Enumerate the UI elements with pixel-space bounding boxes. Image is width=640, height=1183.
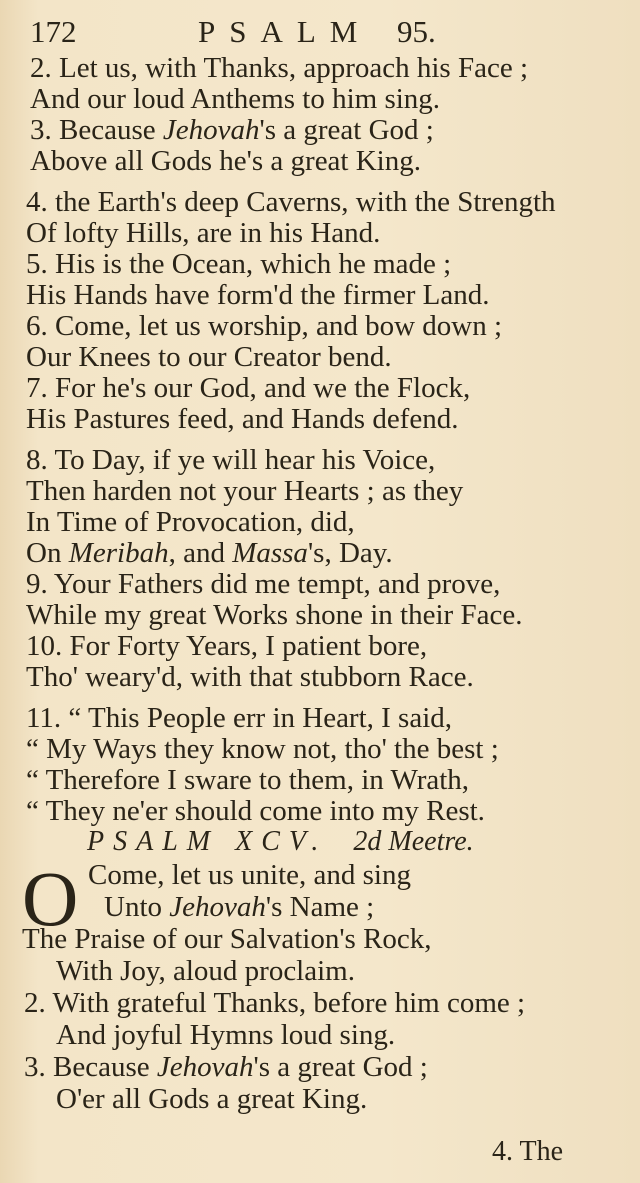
verse-line: O'er all Gods a great King. xyxy=(56,1083,368,1115)
psalm-number: 95. xyxy=(397,14,436,49)
verse-line: 2. Let us, with Thanks, approach his Face ; xyxy=(30,52,528,84)
page-header xyxy=(30,14,450,54)
meetre-label: 2d Meetre. xyxy=(353,826,474,857)
verse-line: And our loud Anthems to him sing. xyxy=(30,83,441,115)
verse-line: 9. Your Fathers did me tempt, and prove, xyxy=(26,568,501,600)
page-number: 172 xyxy=(30,14,77,49)
verse-line: “ Therefore I sware to them, in Wrath, xyxy=(26,764,470,796)
section-heading xyxy=(87,826,474,858)
catchword: 4. The xyxy=(492,1136,564,1167)
verse-line: And joyful Hymns loud sing. xyxy=(56,1019,396,1051)
section-title: PSALM XCV. xyxy=(87,826,328,857)
verse-line: His Hands have form'd the firmer Land. xyxy=(26,279,490,311)
verse-line: “ They ne'er should come into my Rest. xyxy=(26,795,485,827)
verse-line: 3. Because Jehovah's a great God ; xyxy=(24,1051,428,1083)
drop-cap: O xyxy=(22,855,79,942)
verse-line: In Time of Provocation, did, xyxy=(26,506,355,538)
verse-line: His Pastures feed, and Hands defend. xyxy=(26,403,459,435)
verse-line: Come, let us unite, and sing xyxy=(88,859,411,891)
verse-line: Our Knees to our Creator bend. xyxy=(26,341,392,373)
verse-line: 2. With grateful Thanks, before him come ; xyxy=(24,987,526,1019)
verse-line: Above all Gods he's a great King. xyxy=(30,145,421,177)
verse-line: Then harden not your Hearts ; as they xyxy=(26,475,464,507)
verse-line: 4. the Earth's deep Caverns, with the Strength xyxy=(26,186,556,218)
verse-line: The Praise of our Salvation's Rock, xyxy=(22,923,432,955)
running-title: PSALM xyxy=(198,14,372,49)
verse-line: 5. His is the Ocean, which he made ; xyxy=(26,248,452,280)
verse-line: 11. “ This People err in Heart, I said, xyxy=(26,702,453,734)
verse-line: Of lofty Hills, are in his Hand. xyxy=(26,217,381,249)
verse-line: 8. To Day, if ye will hear his Voice, xyxy=(26,444,436,476)
verse-line: On Meribah, and Massa's, Day. xyxy=(26,537,393,569)
verse-line: “ My Ways they know not, tho' the best ; xyxy=(26,733,499,765)
verse-line: 7. For he's our God, and we the Flock, xyxy=(26,372,471,404)
verse-line: Tho' weary'd, with that stubborn Race. xyxy=(26,661,474,693)
verse-line: With Joy, aloud proclaim. xyxy=(56,955,355,987)
verse-line: 10. For Forty Years, I patient bore, xyxy=(26,630,428,662)
verse-line: 3. Because Jehovah's a great God ; xyxy=(30,114,434,146)
verse-line: 6. Come, let us worship, and bow down ; xyxy=(26,310,503,342)
verse-line: While my great Works shone in their Face. xyxy=(26,599,523,631)
verse-line: Unto Jehovah's Name ; xyxy=(104,891,375,923)
